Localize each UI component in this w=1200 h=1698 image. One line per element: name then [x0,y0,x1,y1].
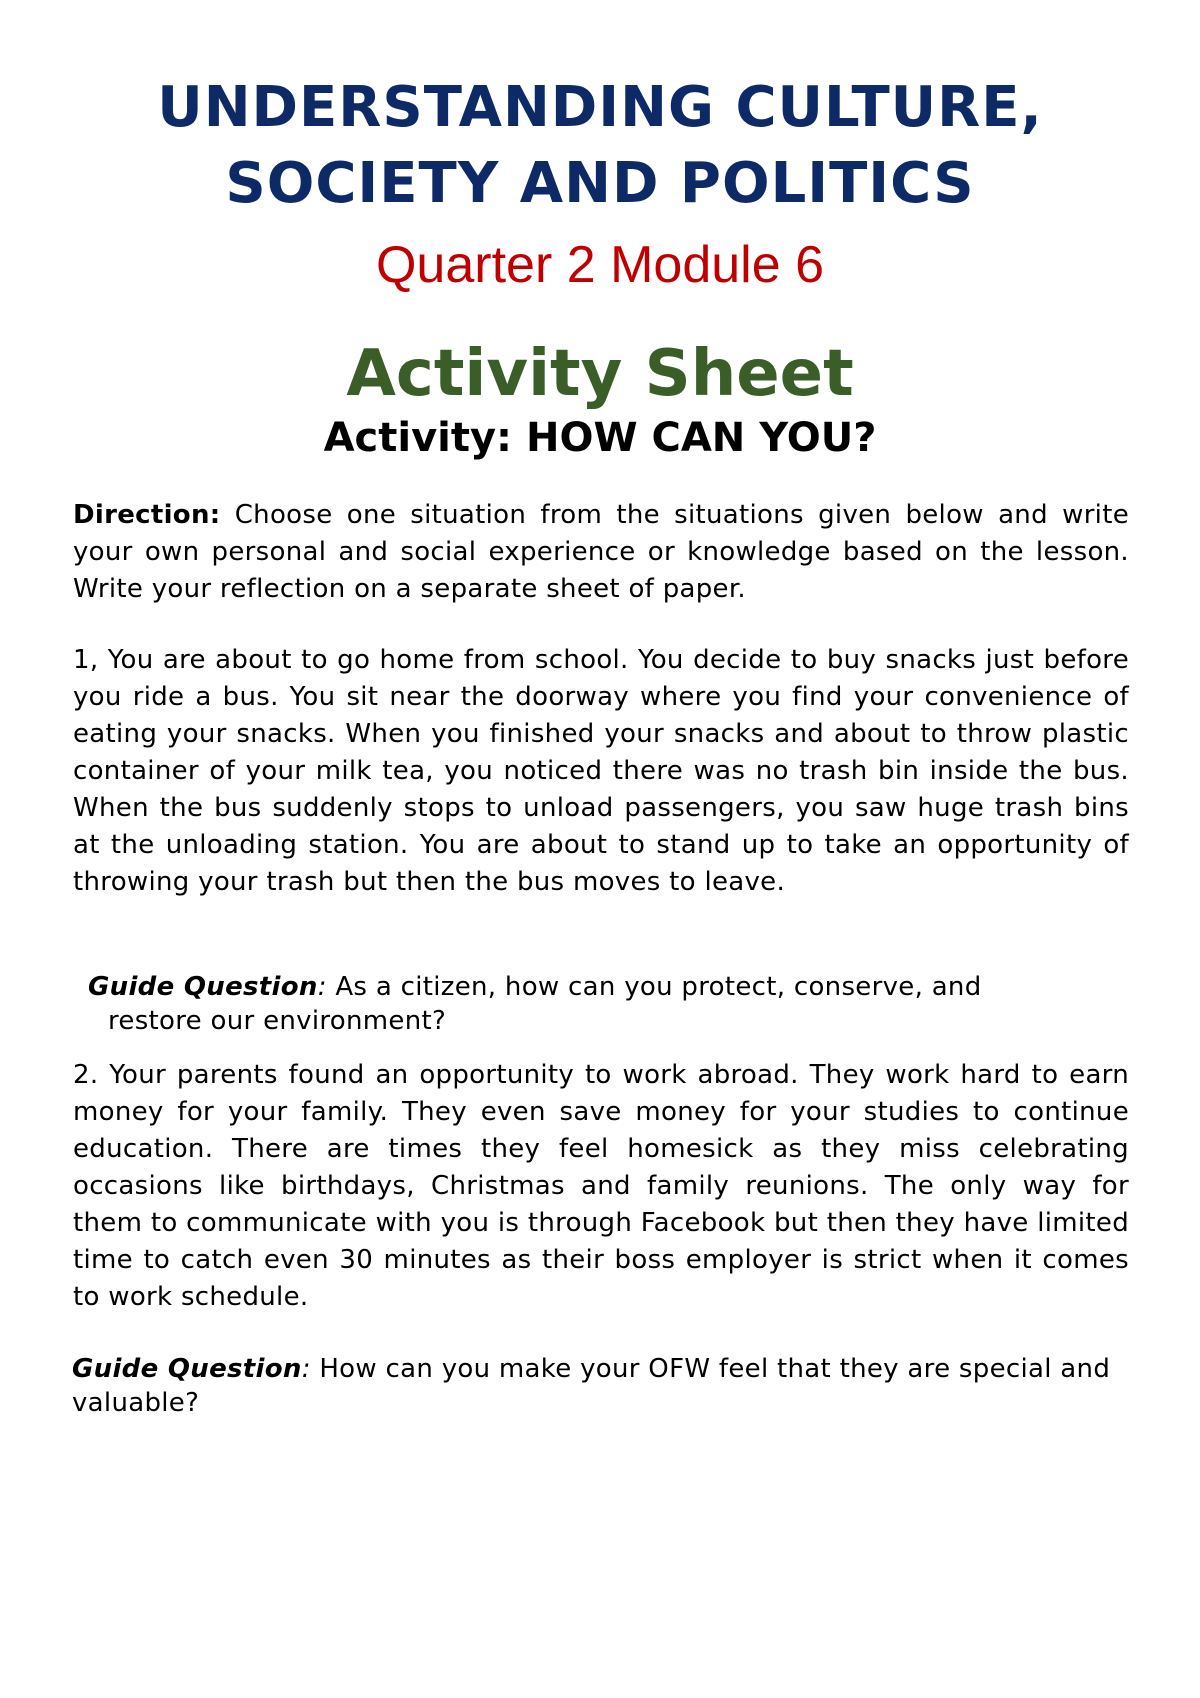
direction-text: Choose one situation from the situations given below and write your own personal and social experience or knowledge based on the lesson. Write your reflection on a separate sheet of paper. [73,500,1129,604]
situation-1-paragraph: 1, You are about to go home from school. You decide to buy snacks just before you ride a bus. You sit near the doorway where you find your convenience of eating your snacks. When you finished your snacks and about to throw plastic container of your milk tea, you noticed there was no trash bin inside the bus. When the bus suddenly stops to unload passengers, you saw huge trash bins at the unloading station. You are about to stand up to take an opportunity of throwing your trash but then the bus moves to leave. [73,645,1129,897]
guide-question-1-colon: : [317,972,327,1002]
guide-question-2 [72,1352,1132,1420]
quarter-module-subtitle: Quarter 2 Module 6 [375,236,825,294]
situation-2-paragraph: 2. Your parents found an opportunity to work abroad. They work hard to earn money for your family. They even save money for your studies to continue education. There are times they feel homesick as they miss celebrating occasions like birthdays, Christmas and family reunions. The only way for them to communicate with you is through Facebook but then they have limited time to catch even 30 minutes as their boss employer is strict when it comes to work schedule. [73,1060,1129,1312]
guide-question-1-text-continued: restore our environment? [108,1006,447,1036]
direction-paragraph [73,497,1129,608]
guide-question-1 [88,970,1088,1038]
guide-question-2-colon: : [301,1354,311,1384]
document-title-line-1: UNDERSTANDING CULTURE, [157,75,1043,140]
guide-question-1-text: As a citizen, how can you protect, conserve, and [326,972,982,1002]
activity-name-heading: Activity: HOW CAN YOU? [323,415,877,461]
document-title-line-2: SOCIETY AND POLITICS [225,151,975,216]
guide-question-2-label: Guide Question [72,1354,302,1384]
activity-sheet-heading: Activity Sheet [346,337,854,411]
direction-label: Direction: [73,500,221,530]
guide-question-2-text: How can you make your OFW feel that they are special and valuable? [72,1354,1111,1418]
guide-question-1-label: Guide Question [88,972,318,1002]
